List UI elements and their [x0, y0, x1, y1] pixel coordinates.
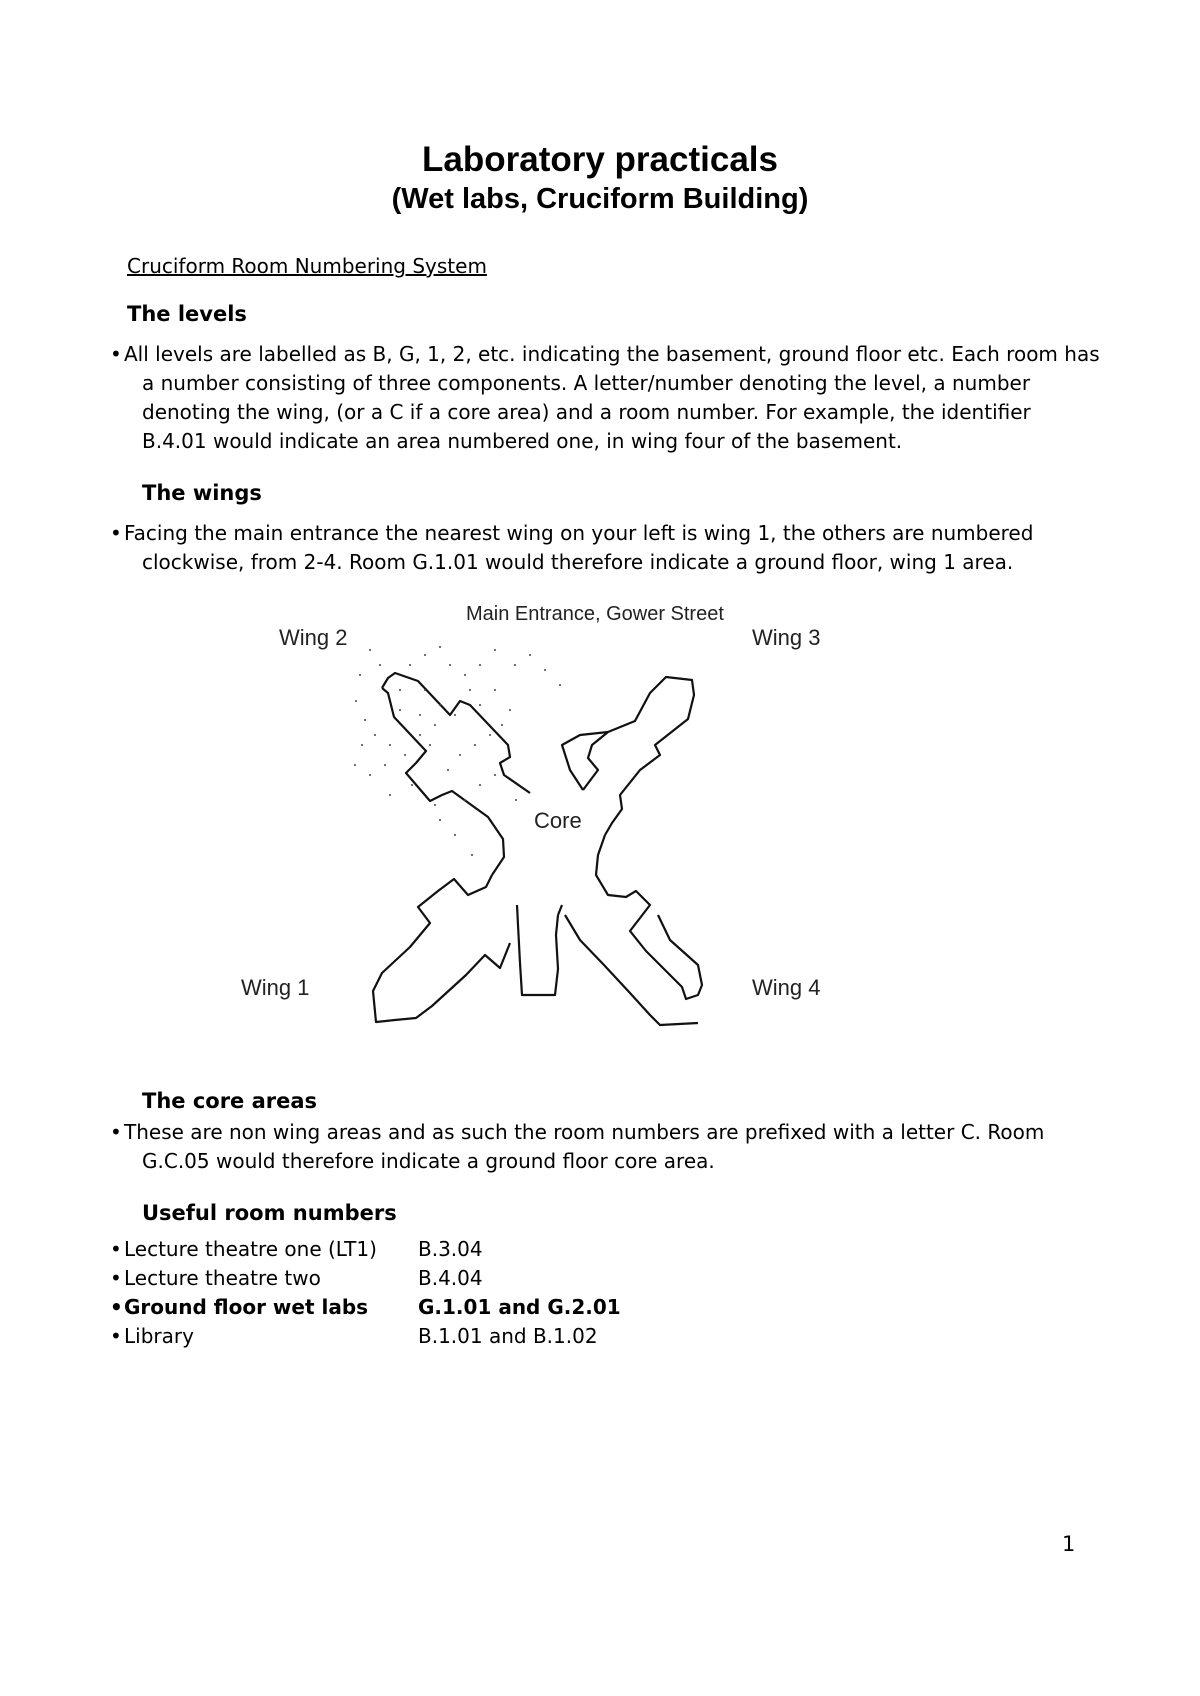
wing-2-label: Wing 2: [279, 625, 348, 650]
room-name: Lecture theatre two: [124, 1266, 321, 1290]
entrance-label: Main Entrance, Gower Street: [466, 603, 724, 625]
wings-heading: The wings: [142, 481, 262, 505]
list-item: • Lecture theatre one (LT1) B.3.04: [110, 1235, 810, 1264]
room-name: Ground floor wet labs: [124, 1295, 369, 1319]
list-item: • Lecture theatre two B.4.04: [110, 1264, 810, 1293]
wing-2-outline: [382, 673, 530, 793]
page-title: Laboratory practicals: [422, 140, 778, 179]
levels-line-4: B.4.01 would indicate an area numbered one, in wing four of the basement.: [142, 429, 903, 453]
core-corridor-outline: [517, 905, 558, 995]
core-areas-heading: The core areas: [142, 1089, 318, 1113]
wing-1-label: Wing 1: [241, 975, 310, 1000]
stipple-texture: [354, 646, 561, 856]
wing-4-label: Wing 4: [752, 975, 821, 1000]
useful-rooms-list: [110, 1235, 810, 1351]
room-number: B.4.04: [418, 1266, 483, 1290]
levels-line-3: denoting the wing, (or a C if a core area) and a room number. For example, the identifier: [142, 400, 1031, 424]
section-title: Cruciform Room Numbering System: [127, 254, 487, 278]
cruciform-floor-plan: [330, 595, 910, 1035]
room-number: G.1.01 and G.2.01: [418, 1295, 621, 1319]
room-name: Lecture theatre one (LT1): [124, 1237, 377, 1261]
wing-1-outline: [373, 875, 510, 1022]
room-number: B.3.04: [418, 1237, 483, 1261]
levels-line-2: a number consisting of three components. A letter/number denoting the level, a number: [142, 371, 1031, 395]
room-name: Library: [124, 1324, 194, 1348]
list-item: • Library B.1.01 and B.1.02: [110, 1322, 810, 1351]
wing-3-outline: [583, 677, 694, 835]
levels-heading: The levels: [127, 302, 247, 326]
wing-3-label: Wing 3: [752, 625, 821, 650]
room-number: B.1.01 and B.1.02: [418, 1324, 598, 1348]
core-label: Core: [534, 808, 582, 833]
useful-rooms-heading: Useful room numbers: [142, 1201, 397, 1225]
page-number: 1: [1062, 1532, 1076, 1556]
page-subtitle: (Wet labs, Cruciform Building): [391, 183, 809, 215]
core-areas-line-2: G.C.05 would therefore indicate a ground floor core area.: [142, 1149, 715, 1173]
list-item: •Ground floor wet labs G.1.01 and G.2.01: [110, 1293, 810, 1322]
core-areas-line-1: • These are non wing areas and as such the room numbers are prefixed with a letter C. Room: [110, 1120, 1045, 1144]
wings-line-1: • Facing the main entrance the nearest wing on your left is wing 1, the others are numbered: [110, 521, 1034, 545]
wings-line-2: clockwise, from 2-4. Room G.1.01 would therefore indicate a ground floor, wing 1 area.: [142, 550, 1014, 574]
levels-line-1: • All levels are labelled as B, G, 1, 2, etc. indicating the basement, ground floor etc. Each room has: [110, 342, 1100, 366]
